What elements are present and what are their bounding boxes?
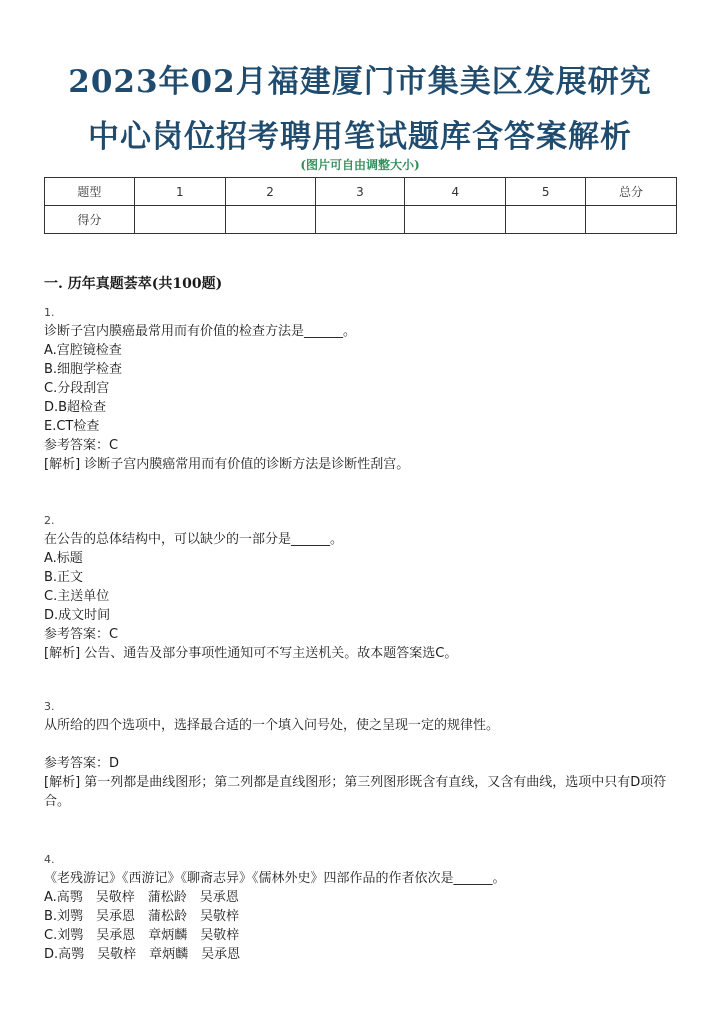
question-number: 1. bbox=[44, 306, 55, 319]
question-stem: 在公告的总体结构中，可以缺少的一部分是______。 bbox=[44, 532, 344, 547]
image-resize-note: (图片可自由调整大小) bbox=[300, 158, 420, 172]
score-table-header-cell: 5 bbox=[506, 178, 586, 206]
question-stem: 诊断子宫内膜癌最常用而有价值的检查方法是______。 bbox=[44, 324, 357, 339]
question-stem: 《老残游记》《西游记》《聊斋志异》《儒林外史》四部作品的作者依次是______。 bbox=[44, 871, 506, 886]
analysis: [解析] 第一列都是曲线图形；第二列都是直线图形；第三列图形既含有直线，又含有曲线，选项中只有D项符合。 bbox=[44, 775, 667, 809]
score-table-header-cell: 3 bbox=[315, 178, 405, 206]
question-number: 3. bbox=[44, 700, 55, 713]
section-heading: 一. 历年真题荟萃(共100题) bbox=[44, 276, 223, 292]
score-table-header-row bbox=[45, 178, 677, 206]
answer: 参考答案：C bbox=[44, 438, 119, 453]
score-table-header-cell: 2 bbox=[225, 178, 315, 206]
answer: 参考答案：C bbox=[44, 627, 119, 642]
option: D.高鹗 吴敬梓 章炳麟 吴承恩 bbox=[44, 947, 241, 962]
score-table bbox=[44, 177, 677, 234]
option: A.标题 bbox=[44, 551, 83, 566]
score-table-header-cell: 1 bbox=[134, 178, 225, 206]
question-4 bbox=[44, 850, 684, 964]
score-table-header-cell: 题型 bbox=[45, 178, 135, 206]
question-1 bbox=[44, 303, 684, 474]
option: B.刘鹗 吴承恩 蒲松龄 吴敬梓 bbox=[44, 909, 240, 924]
option: B.细胞学检查 bbox=[44, 362, 123, 377]
answer: 参考答案：D bbox=[44, 756, 120, 771]
option: B.正文 bbox=[44, 570, 84, 585]
document-title-line-1: 2023年02月福建厦门市集美区发展研究 bbox=[68, 64, 652, 100]
score-cell bbox=[506, 206, 586, 234]
score-cell bbox=[134, 206, 225, 234]
score-table-score-row bbox=[45, 206, 677, 234]
document-title-line-2: 中心岗位招考聘用笔试题库含答案解析 bbox=[88, 119, 632, 155]
analysis: [解析] 公告、通告及部分事项性通知可不写主送机关。故本题答案选C。 bbox=[44, 646, 458, 661]
figure-placeholder bbox=[44, 735, 684, 754]
score-cell bbox=[225, 206, 315, 234]
score-row-label: 得分 bbox=[45, 206, 135, 234]
score-table-header-cell: 总分 bbox=[586, 178, 677, 206]
option: C.主送单位 bbox=[44, 589, 110, 604]
option: A.宫腔镜检查 bbox=[44, 343, 122, 358]
analysis: [解析] 诊断子宫内膜癌常用而有价值的诊断方法是诊断性刮宫。 bbox=[44, 457, 410, 472]
score-cell bbox=[586, 206, 677, 234]
option: E.CT检查 bbox=[44, 419, 100, 434]
question-number: 2. bbox=[44, 514, 55, 527]
option: D.B超检查 bbox=[44, 400, 107, 415]
question-stem: 从所给的四个选项中，选择最合适的一个填入问号处，使之呈现一定的规律性。 bbox=[44, 718, 500, 733]
score-cell bbox=[315, 206, 405, 234]
score-cell bbox=[405, 206, 506, 234]
option: C.分段刮宫 bbox=[44, 381, 110, 396]
question-2 bbox=[44, 511, 684, 663]
score-table-header-cell: 4 bbox=[405, 178, 506, 206]
question-3 bbox=[44, 697, 684, 811]
option: D.成文时间 bbox=[44, 608, 111, 623]
option: A.高鹗 吴敬梓 蒲松龄 吴承恩 bbox=[44, 890, 239, 905]
question-number: 4. bbox=[44, 853, 55, 866]
option: C.刘鹗 吴承恩 章炳麟 吴敬梓 bbox=[44, 928, 240, 943]
